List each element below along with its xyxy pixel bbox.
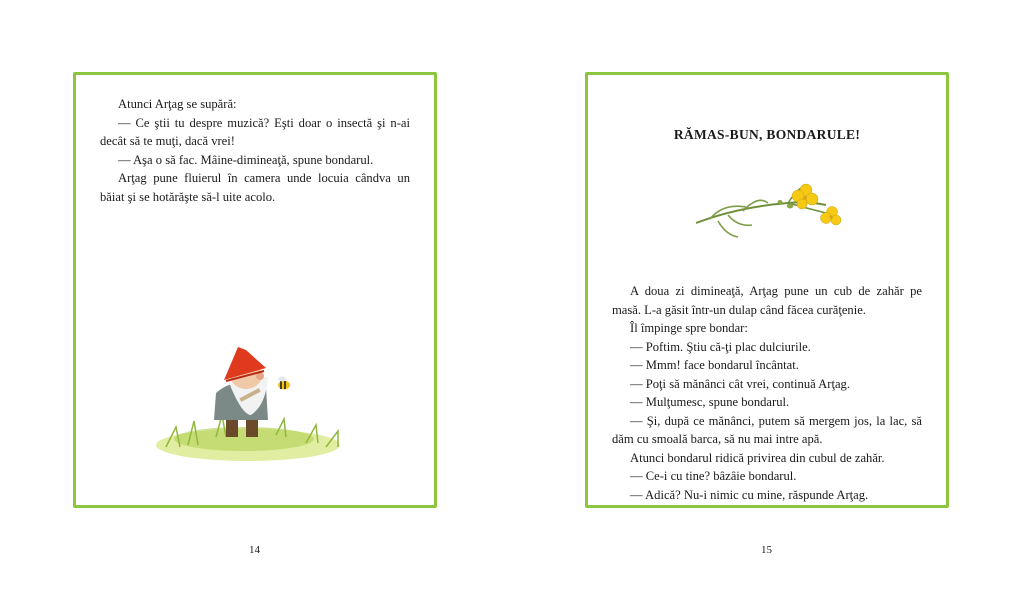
paragraph: — Ce ştii tu despre muzică? Eşti doar o insectă şi n-ai decât să te muţi, dacă vrei!	[100, 115, 410, 148]
right-page-text	[612, 282, 922, 504]
paragraph: — Poftim. Ştiu că-ţi plac dulciurile.	[630, 339, 811, 354]
paragraph: — Aşa o să fac. Mâine-dimineaţă, spune bondarul.	[118, 152, 374, 167]
page-number-left: 14	[249, 544, 260, 556]
right-page-frame	[585, 72, 949, 508]
paragraph: — Mmm! face bondarul încântat.	[630, 358, 799, 372]
paragraph: Atunci bondarul ridică privirea din cubul de zahăr.	[630, 450, 885, 465]
gnome-with-bee-illustration	[76, 75, 440, 511]
page-number-right: 15	[761, 544, 772, 556]
bee	[278, 377, 290, 390]
paragraph: — Poţi să mănânci cât vrei, continuă Arţag.	[630, 376, 850, 391]
paragraph: A doua zi dimineaţă, Arţag pune un cub de zahăr pe masă. L-a găsit într-un dulap când făcea curăţenie.	[612, 284, 922, 317]
paragraph: — Adică? Nu-i nimic cu mine, răspunde Arţag.	[630, 487, 869, 502]
paragraph: Atunci Arţag se supără:	[118, 97, 237, 111]
paragraph: Îl împinge spre bondar:	[630, 321, 748, 335]
gnome	[214, 347, 268, 437]
paragraph: — Ce-i cu tine? bâzâie bondarul.	[630, 469, 797, 483]
paragraph: Arţag pune fluierul în camera unde locuia cândva un băiat şi se hotărăşte să-l uite acolo.	[100, 171, 410, 204]
left-page-frame	[73, 72, 437, 508]
paragraph: — Şi, după ce mănânci, putem să mergem jos, la lac, să dăm cu smoală barca, să nu mai intre apă.	[612, 413, 922, 446]
chapter-title: RĂMAS-BUN, BONDARULE!	[673, 127, 861, 142]
paragraph: — Mulţumesc, spune bondarul.	[630, 395, 790, 409]
